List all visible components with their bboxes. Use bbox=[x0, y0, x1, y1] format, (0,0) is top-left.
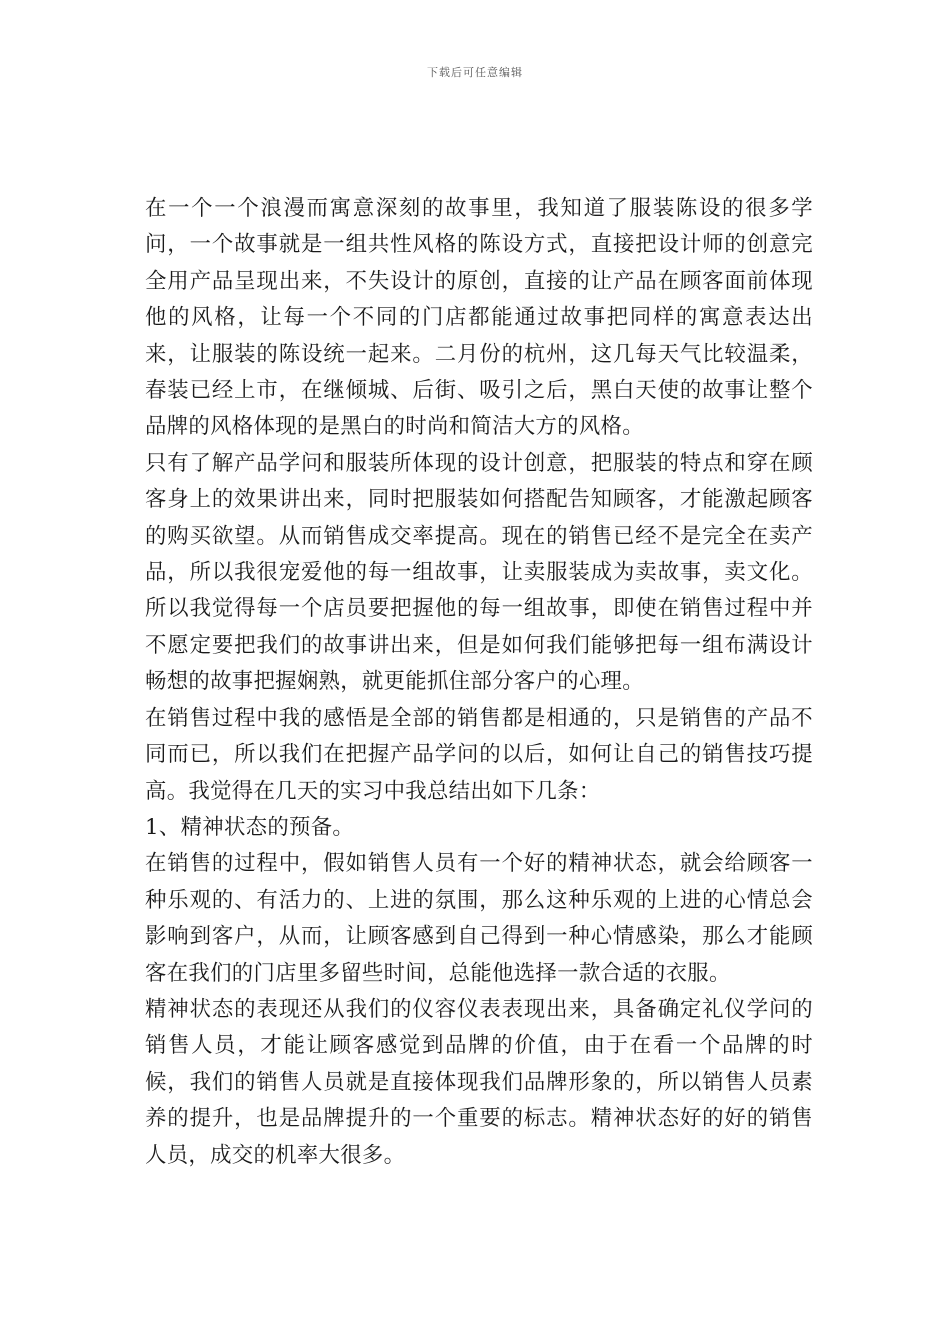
paragraph: 在一个一个浪漫而寓意深刻的故事里，我知道了服装陈设的很多学问，一个故事就是一组共性风格的陈设方式，直接把设计师的创意完全用产品呈现出来，不失设计的原创，直接的让产品在顾客面前体现他的风格，让每一个不同的门店都能通过故事把同样的寓意表达出来，让服装的陈设统一起来。二月份的杭州，这几每天气比较温柔，春装已经上市，在继倾城、后街、吸引之后，黑白天使的故事让整个品牌的风格体现的是黑白的时尚和简洁大方的风格。 bbox=[145, 196, 813, 440]
page-header: 下载后可任意编辑 bbox=[427, 66, 523, 79]
document-body bbox=[145, 191, 813, 1174]
paragraph: 精神状态的表现还从我们的仪容仪表表现出来，具备确定礼仪学问的销售人员，才能让顾客感觉到品牌的价值，由于在看一个品牌的时候，我们的销售人员就是直接体现我们品牌形象的，所以销售人员素养的提升，也是品牌提升的一个重要的标志。精神状态好的好的销售人员，成交的机率大很多。 bbox=[145, 996, 813, 1168]
list-heading: 1、精神状态的预备。 bbox=[145, 814, 355, 840]
paragraph: 在销售的过程中，假如销售人员有一个好的精神状态，就会给顾客一种乐观的、有活力的、上进的氛围，那么这种乐观的上进的心情总会影响到客户，从而，让顾客感到自己得到一种心情感染，那么才能顾客在我们的门店里多留些时间，总能他选择一款合适的衣服。 bbox=[145, 851, 813, 986]
paragraph: 只有了解产品学问和服装所体现的设计创意，把服装的特点和穿在顾客身上的效果讲出来，同时把服装如何搭配告知顾客，才能激起顾客的购买欲望。从而销售成交率提高。现在的销售已经不是完全在卖产品，所以我很宠爱他的每一组故事，让卖服装成为卖故事，卖文化。所以我觉得每一个店员要把握他的每一组故事，即使在销售过程中并不愿定要把我们的故事讲出来，但是如何我们能够把每一组布满设计畅想的故事把握娴熟，就更能抓住部分客户的心理。 bbox=[145, 450, 813, 695]
paragraph: 在销售过程中我的感悟是全部的销售都是相通的，只是销售的产品不同而已，所以我们在把握产品学问的以后，如何让自己的销售技巧提高。我觉得在几天的实习中我总结出如下几条： bbox=[145, 705, 813, 804]
